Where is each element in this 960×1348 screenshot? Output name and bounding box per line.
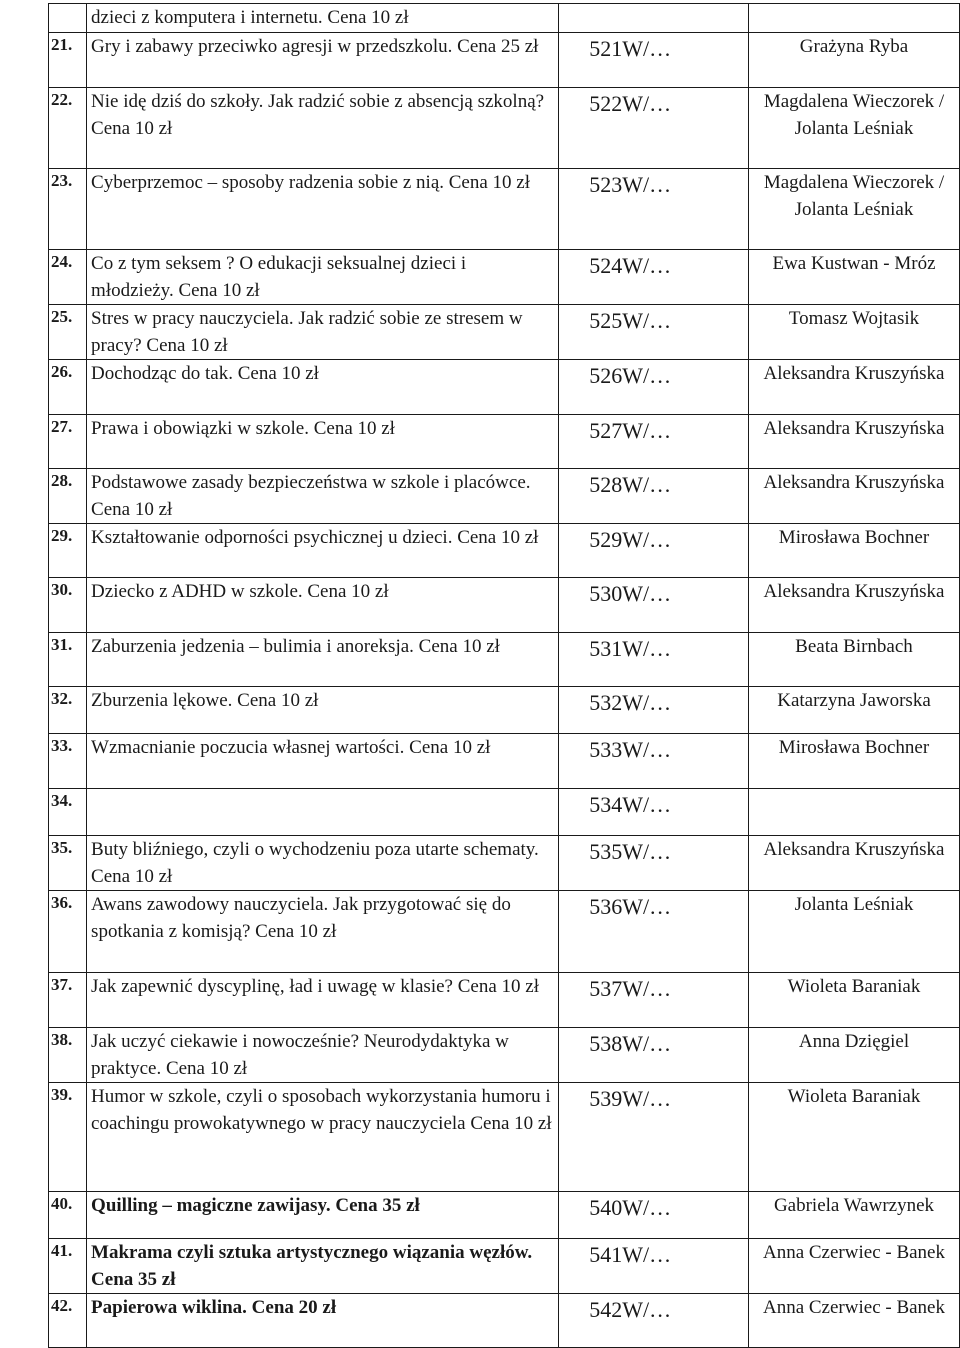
course-code: 533W/… <box>559 734 749 789</box>
course-author: Jolanta Leśniak <box>748 891 959 973</box>
course-author: Aleksandra Kruszyńska <box>748 360 959 415</box>
table-row <box>49 891 960 973</box>
row-number <box>49 4 87 33</box>
course-code: 536W/… <box>559 891 749 973</box>
table-row <box>49 1239 960 1294</box>
row-number: 25. <box>49 305 87 360</box>
table-row <box>49 1294 960 1348</box>
table-row <box>49 33 960 88</box>
row-number: 28. <box>49 469 87 524</box>
course-title: Stres w pracy nauczyciela. Jak radzić sobie ze stresem w pracy? Cena 10 zł <box>87 305 559 360</box>
course-code: 525W/… <box>559 305 749 360</box>
course-table <box>48 3 960 1348</box>
table-row <box>49 973 960 1028</box>
table-row <box>49 1028 960 1083</box>
row-number: 35. <box>49 836 87 891</box>
course-title: Wzmacnianie poczucia własnej wartości. Cena 10 zł <box>87 734 559 789</box>
course-code <box>559 4 749 33</box>
table-row <box>49 4 960 33</box>
table-row <box>49 687 960 734</box>
table-row <box>49 169 960 250</box>
course-title: Gry i zabawy przeciwko agresji w przedszkolu. Cena 25 zł <box>87 33 559 88</box>
course-title <box>87 789 559 836</box>
course-title: Awans zawodowy nauczyciela. Jak przygotować się do spotkania z komisją? Cena 10 zł <box>87 891 559 973</box>
course-code: 541W/… <box>559 1239 749 1294</box>
course-title: Jak zapewnić dyscyplinę, ład i uwagę w klasie? Cena 10 zł <box>87 973 559 1028</box>
table-row <box>49 1083 960 1192</box>
row-number: 41. <box>49 1239 87 1294</box>
course-code: 529W/… <box>559 524 749 578</box>
course-author: Magdalena Wieczorek / Jolanta Leśniak <box>748 169 959 250</box>
course-code: 522W/… <box>559 88 749 169</box>
row-number: 21. <box>49 33 87 88</box>
course-title: Dziecko z ADHD w szkole. Cena 10 zł <box>87 578 559 633</box>
row-number: 34. <box>49 789 87 836</box>
course-author: Aleksandra Kruszyńska <box>748 836 959 891</box>
table-row <box>49 305 960 360</box>
course-author: Mirosława Bochner <box>748 734 959 789</box>
course-title: Co z tym seksem ? O edukacji seksualnej dzieci i młodzieży. Cena 10 zł <box>87 250 559 305</box>
row-number: 42. <box>49 1294 87 1348</box>
row-number: 26. <box>49 360 87 415</box>
table-row <box>49 250 960 305</box>
row-number: 32. <box>49 687 87 734</box>
table-row <box>49 734 960 789</box>
table-row <box>49 524 960 578</box>
course-author: Aleksandra Kruszyńska <box>748 578 959 633</box>
course-author: Katarzyna Jaworska <box>748 687 959 734</box>
row-number: 30. <box>49 578 87 633</box>
course-title: Papierowa wiklina. Cena 20 zł <box>87 1294 559 1348</box>
course-title: Cyberprzemoc – sposoby radzenia sobie z nią. Cena 10 zł <box>87 169 559 250</box>
course-code: 538W/… <box>559 1028 749 1083</box>
course-title: Podstawowe zasady bezpieczeństwa w szkole i placówce. Cena 10 zł <box>87 469 559 524</box>
course-author: Gabriela Wawrzynek <box>748 1192 959 1239</box>
row-number: 29. <box>49 524 87 578</box>
course-author: Grażyna Ryba <box>748 33 959 88</box>
row-number: 39. <box>49 1083 87 1192</box>
course-title: Nie idę dziś do szkoły. Jak radzić sobie z absencją szkolną? Cena 10 zł <box>87 88 559 169</box>
course-code: 534W/… <box>559 789 749 836</box>
table-row <box>49 360 960 415</box>
course-title: Buty bliźniego, czyli o wychodzeniu poza utarte schematy. Cena 10 zł <box>87 836 559 891</box>
course-author: Anna Czerwiec - Banek <box>748 1294 959 1348</box>
table-row <box>49 578 960 633</box>
course-code: 535W/… <box>559 836 749 891</box>
course-author: Wioleta Baraniak <box>748 1083 959 1192</box>
course-title: Jak uczyć ciekawie i nowocześnie? Neurodydaktyka w praktyce. Cena 10 zł <box>87 1028 559 1083</box>
course-code: 521W/… <box>559 33 749 88</box>
course-title: Quilling – magiczne zawijasy. Cena 35 zł <box>87 1192 559 1239</box>
course-code: 542W/… <box>559 1294 749 1348</box>
row-number: 31. <box>49 633 87 687</box>
course-author: Ewa Kustwan - Mróz <box>748 250 959 305</box>
course-title: dzieci z komputera i internetu. Cena 10 zł <box>87 4 559 33</box>
row-number: 37. <box>49 973 87 1028</box>
table-row <box>49 836 960 891</box>
course-code: 537W/… <box>559 973 749 1028</box>
course-title: Humor w szkole, czyli o sposobach wykorzystania humoru i coachingu prowokatywnego w pracy nauczyciela Cena 10 zł <box>87 1083 559 1192</box>
row-number: 27. <box>49 415 87 469</box>
course-author: Aleksandra Kruszyńska <box>748 415 959 469</box>
course-title: Dochodząc do tak. Cena 10 zł <box>87 360 559 415</box>
course-code: 527W/… <box>559 415 749 469</box>
course-code: 528W/… <box>559 469 749 524</box>
row-number: 38. <box>49 1028 87 1083</box>
course-code: 532W/… <box>559 687 749 734</box>
course-code: 523W/… <box>559 169 749 250</box>
course-author <box>748 789 959 836</box>
course-title: Kształtowanie odporności psychicznej u dzieci. Cena 10 zł <box>87 524 559 578</box>
course-code: 524W/… <box>559 250 749 305</box>
table-row <box>49 633 960 687</box>
course-title: Zaburzenia jedzenia – bulimia i anoreksja. Cena 10 zł <box>87 633 559 687</box>
row-number: 22. <box>49 88 87 169</box>
row-number: 23. <box>49 169 87 250</box>
course-title: Prawa i obowiązki w szkole. Cena 10 zł <box>87 415 559 469</box>
course-code: 530W/… <box>559 578 749 633</box>
course-author: Mirosława Bochner <box>748 524 959 578</box>
course-code: 540W/… <box>559 1192 749 1239</box>
course-author: Anna Dzięgiel <box>748 1028 959 1083</box>
table-row <box>49 789 960 836</box>
course-code: 531W/… <box>559 633 749 687</box>
course-title: Zburzenia lękowe. Cena 10 zł <box>87 687 559 734</box>
course-title: Makrama czyli sztuka artystycznego wiązania węzłów. Cena 35 zł <box>87 1239 559 1294</box>
row-number: 36. <box>49 891 87 973</box>
table-row <box>49 1192 960 1239</box>
course-code: 539W/… <box>559 1083 749 1192</box>
course-author: Aleksandra Kruszyńska <box>748 469 959 524</box>
course-code: 526W/… <box>559 360 749 415</box>
table-row <box>49 88 960 169</box>
course-author: Magdalena Wieczorek / Jolanta Leśniak <box>748 88 959 169</box>
course-table-body <box>49 4 960 1348</box>
row-number: 33. <box>49 734 87 789</box>
course-author: Wioleta Baraniak <box>748 973 959 1028</box>
course-author <box>748 4 959 33</box>
row-number: 40. <box>49 1192 87 1239</box>
course-author: Tomasz Wojtasik <box>748 305 959 360</box>
table-row <box>49 415 960 469</box>
row-number: 24. <box>49 250 87 305</box>
table-row <box>49 469 960 524</box>
course-author: Anna Czerwiec - Banek <box>748 1239 959 1294</box>
course-author: Beata Birnbach <box>748 633 959 687</box>
